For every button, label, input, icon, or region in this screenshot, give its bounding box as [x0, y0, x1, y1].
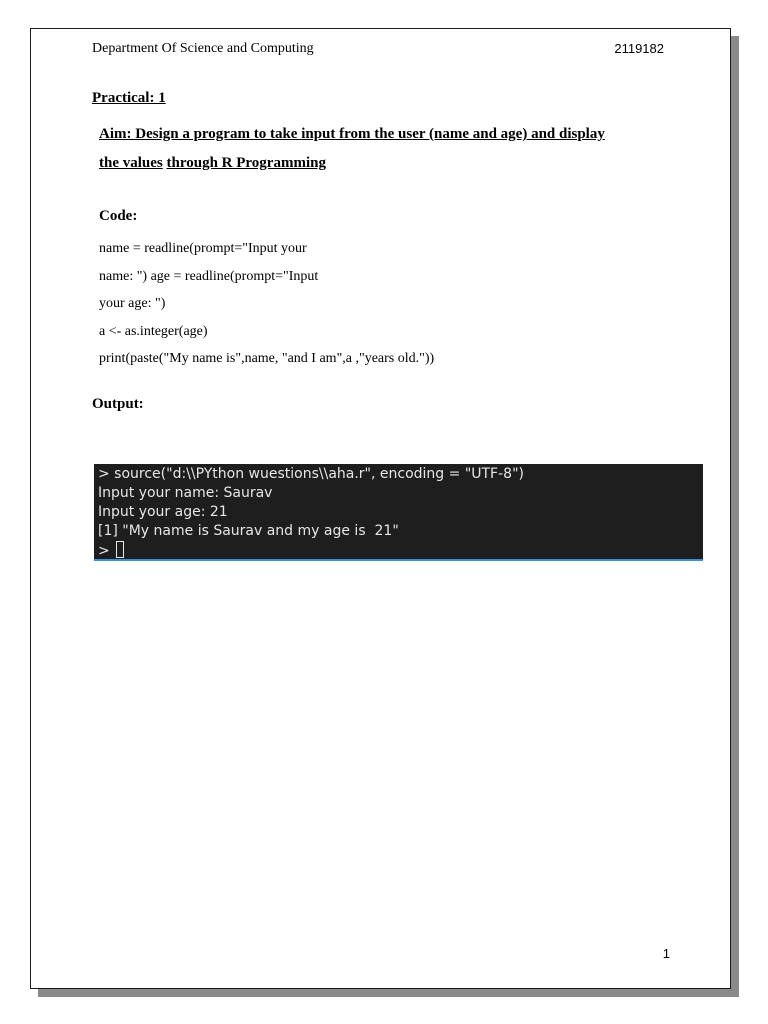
aim-line-2b: through R Programming — [166, 155, 326, 171]
code-line: your age: ") — [99, 296, 166, 311]
code-line: name: ") age = readline(prompt="Input — [99, 268, 319, 284]
terminal-line: Input your name: Saurav — [98, 485, 273, 501]
aim-line-2a: the values — [99, 155, 163, 171]
header-id: 2119182 — [614, 41, 664, 56]
terminal-line: > source("d:\\PYthon wuestions\\aha.r", encoding = "UTF-8") — [98, 466, 524, 482]
terminal-line: [1] "My name is Saurav and my age is 21" — [98, 523, 399, 539]
aim-heading — [99, 120, 679, 178]
terminal-line: Input your age: 21 — [98, 504, 228, 520]
header-department: Department Of Science and Computing — [92, 41, 314, 56]
aim-line-1: Aim: Design a program to take input from the user (name and age) and display — [99, 126, 605, 142]
cursor-icon — [116, 541, 124, 558]
page-number: 1 — [662, 946, 670, 961]
terminal-prompt-line — [98, 541, 703, 561]
code-block — [99, 235, 434, 373]
code-line: a <- as.integer(age) — [99, 323, 208, 339]
document-page — [30, 28, 731, 989]
terminal-screenshot — [94, 464, 703, 561]
terminal-prompt: > — [98, 543, 110, 559]
code-label: Code: — [99, 208, 138, 224]
code-line: print(paste("My name is",name, "and I am",a ,"years old.")) — [99, 351, 435, 366]
practical-title: Practical: 1 — [92, 90, 166, 106]
output-label: Output: — [92, 396, 144, 412]
code-line: name = readline(prompt="Input your — [99, 241, 307, 256]
